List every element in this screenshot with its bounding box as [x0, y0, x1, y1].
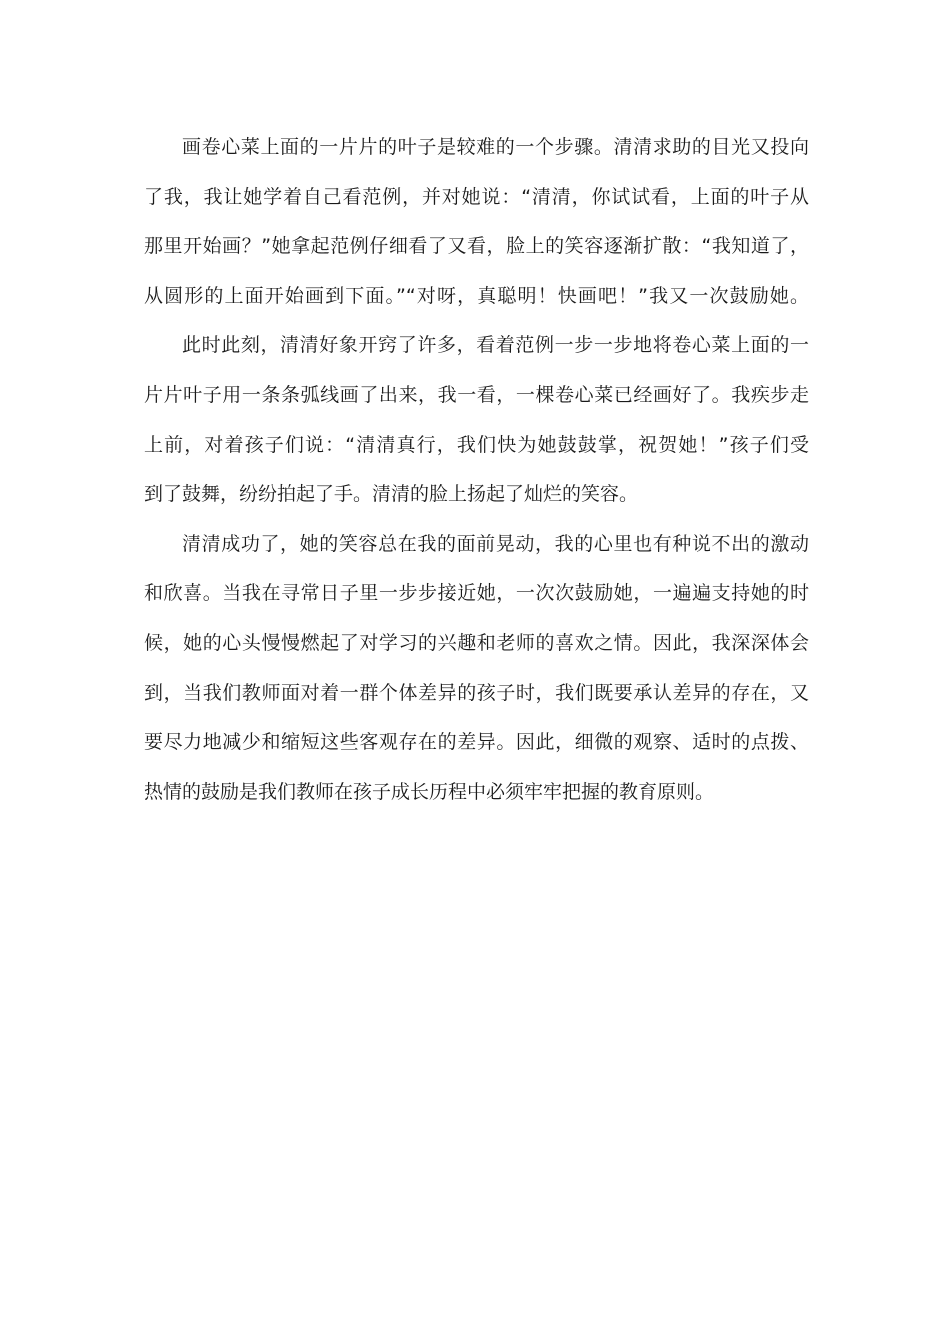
- paragraph-line: 从圆形的上面开始画到下面。”“对呀，真聪明！快画吧！”我又一次鼓励她。: [144, 284, 809, 307]
- paragraph-line: 到，当我们教师面对着一群个体差异的孩子时，我们既要承认差异的存在，又: [144, 681, 809, 704]
- paragraph-line: 上前，对着孩子们说：“清清真行，我们快为她鼓鼓掌，祝贺她！”孩子们受: [144, 433, 809, 456]
- paragraph-line: 片片叶子用一条条弧线画了出来，我一看，一棵卷心菜已经画好了。我疾步走: [144, 383, 809, 406]
- paragraph-line: 要尽力地减少和缩短这些客观存在的差异。因此，细微的观察、适时的点拨、: [144, 731, 809, 754]
- paragraph-line: 和欣喜。当我在寻常日子里一步步接近她，一次次鼓励她，一遍遍支持她的时: [144, 582, 809, 605]
- paragraph-3: [144, 520, 809, 818]
- paragraph-line: 到了鼓舞，纷纷拍起了手。清清的脸上扬起了灿烂的笑容。: [144, 483, 639, 506]
- paragraph-line: 了我，我让她学着自己看范例，并对她说：“清清，你试试看，上面的叶子从: [144, 185, 809, 208]
- paragraph-line: 热情的鼓励是我们教师在孩子成长历程中必须牢牢把握的教育原则。: [144, 780, 715, 803]
- paragraph-line: 候，她的心头慢慢燃起了对学习的兴趣和老师的喜欢之情。因此，我深深体会: [144, 631, 809, 654]
- paragraph-line: 此时此刻，清清好象开窍了许多，看着范例一步一步地将卷心菜上面的一: [182, 334, 809, 357]
- paragraph-line: 画卷心菜上面的一片片的叶子是较难的一个步骤。清清求助的目光又投向: [182, 136, 809, 158]
- paragraph-2: [144, 321, 809, 519]
- paragraph-1: [144, 123, 809, 321]
- paragraph-line: 清清成功了，她的笑容总在我的面前晃动，我的心里也有种说不出的激动: [182, 532, 809, 555]
- paragraph-line: 那里开始画？”她拿起范例仔细看了又看，脸上的笑容逐渐扩散：“我知道了，: [144, 235, 809, 258]
- document-body: [144, 123, 809, 817]
